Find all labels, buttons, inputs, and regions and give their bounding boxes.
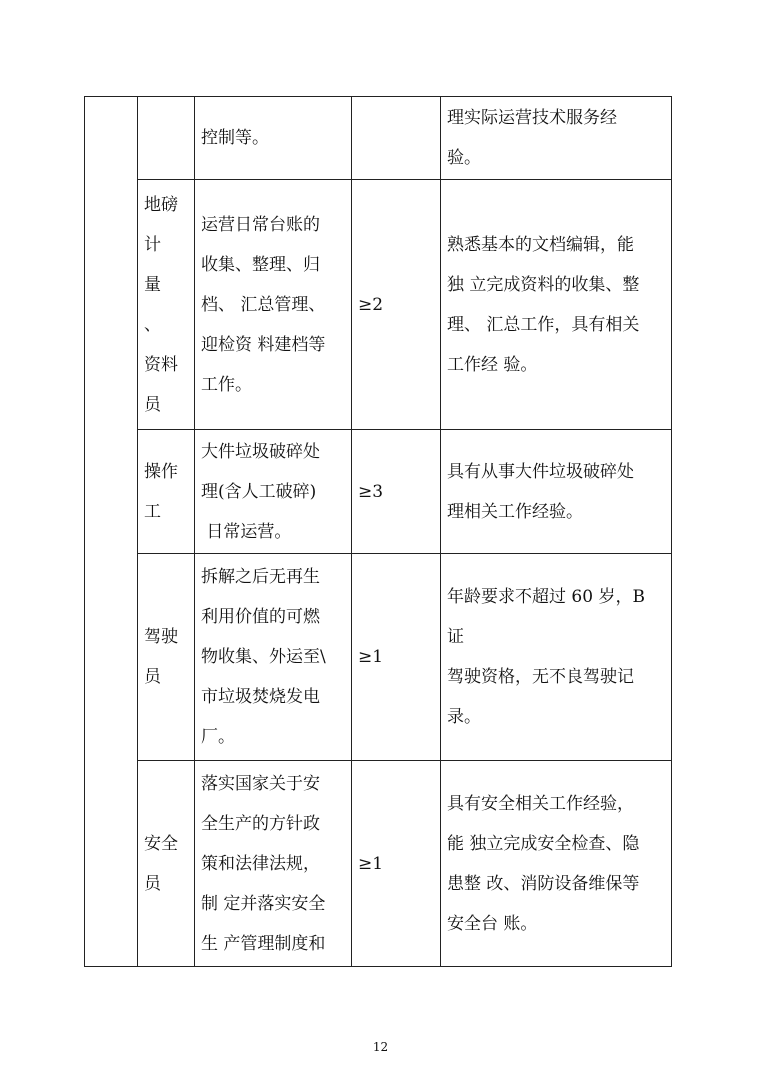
duty-cell [195, 180, 352, 430]
duty-line: 落实国家关于安 [201, 773, 320, 794]
duty-line: 物收集、外运至\ [201, 647, 326, 667]
duty-line: 拆解之后无再生 [201, 567, 320, 587]
requirement-line: 工作经 验。 [447, 354, 538, 375]
duty-line: 全生产的方针政 [201, 813, 320, 834]
role-cell [138, 430, 195, 554]
requirement-cell [441, 554, 672, 761]
role-line: 计 [144, 234, 161, 255]
duty-line: 控制等。 [201, 128, 269, 148]
role-cell [138, 761, 195, 967]
staffing-table [84, 96, 672, 967]
duty-line: 利用价值的可燃 [201, 607, 320, 627]
role-line: 员 [144, 394, 161, 415]
count-cell [352, 97, 441, 180]
duty-line: 制 定并落实安全 [201, 893, 326, 914]
duty-line: 大件垃圾破碎处 [201, 441, 320, 462]
requirement-line: 能 独立完成安全检查、隐 [447, 833, 640, 854]
table-row [85, 180, 672, 430]
requirement-line: 理相关工作经验。 [447, 501, 583, 522]
requirement-line: 年龄要求不超过 60 岁，B [447, 587, 645, 607]
requirement-line: 录。 [447, 707, 481, 727]
duty-line: 工作。 [201, 374, 252, 395]
role-cell [138, 180, 195, 430]
duty-line: 厂。 [201, 727, 235, 747]
requirement-line: 熟悉基本的文档编辑，能 [447, 234, 634, 255]
role-cell [138, 97, 195, 180]
role-line: 安全 [144, 833, 178, 854]
category-cell [85, 97, 138, 967]
requirement-line: 独 立完成资料的收集、整 [447, 274, 640, 295]
duty-cell [195, 554, 352, 761]
count-cell: ≥3 [352, 430, 441, 554]
page-number: 12 [372, 1040, 389, 1054]
requirement-line: 理实际运营技术服务经 [447, 108, 617, 128]
duty-line: 市垃圾焚烧发电 [201, 687, 320, 707]
duty-cell [195, 761, 352, 967]
table-row [85, 97, 672, 180]
duty-cell [195, 97, 352, 180]
requirement-cell [441, 761, 672, 967]
role-line: 驾驶 [144, 627, 178, 647]
duty-line: 日常运营。 [201, 521, 292, 542]
requirement-line: 患整 改、消防设备维保等 [447, 873, 640, 894]
role-line: 量 [144, 274, 161, 295]
role-line: 、 [144, 314, 161, 335]
duty-line: 理(含人工破碎) [201, 481, 317, 502]
duty-cell [195, 430, 352, 554]
role-line: 操作 [144, 461, 178, 482]
requirement-cell [441, 180, 672, 430]
requirement-line: 理、 汇总工作，具有相关 [447, 314, 640, 335]
requirement-cell [441, 430, 672, 554]
requirement-cell [441, 97, 672, 180]
duty-line: 收集、整理、归 [201, 254, 320, 275]
count-cell: ≥1 [352, 554, 441, 761]
requirement-line: 具有安全相关工作经验， [447, 793, 634, 814]
requirement-line: 证 [447, 627, 464, 647]
role-line: 地磅 [144, 194, 178, 215]
count-cell: ≥2 [352, 180, 441, 430]
duty-line: 档、 汇总管理、 [201, 294, 326, 315]
requirement-line: 驾驶资格，无不良驾驶记 [447, 667, 634, 687]
role-line: 资料 [144, 354, 178, 375]
role-cell [138, 554, 195, 761]
table-row [85, 761, 672, 967]
requirement-line: 具有从事大件垃圾破碎处 [447, 461, 634, 482]
duty-line: 生 产管理制度和 [201, 933, 326, 954]
table-row [85, 430, 672, 554]
role-line: 员 [144, 873, 161, 894]
requirement-line: 安全台 账。 [447, 913, 538, 934]
duty-line: 策和法律法规， [201, 853, 320, 874]
duty-line: 迎检资 料建档等 [201, 334, 326, 355]
requirement-line: 验。 [447, 148, 481, 168]
count-cell: ≥1 [352, 761, 441, 967]
duty-line: 运营日常台账的 [201, 214, 320, 235]
table-row [85, 554, 672, 761]
role-line: 员 [144, 667, 161, 687]
role-line: 工 [144, 501, 161, 522]
